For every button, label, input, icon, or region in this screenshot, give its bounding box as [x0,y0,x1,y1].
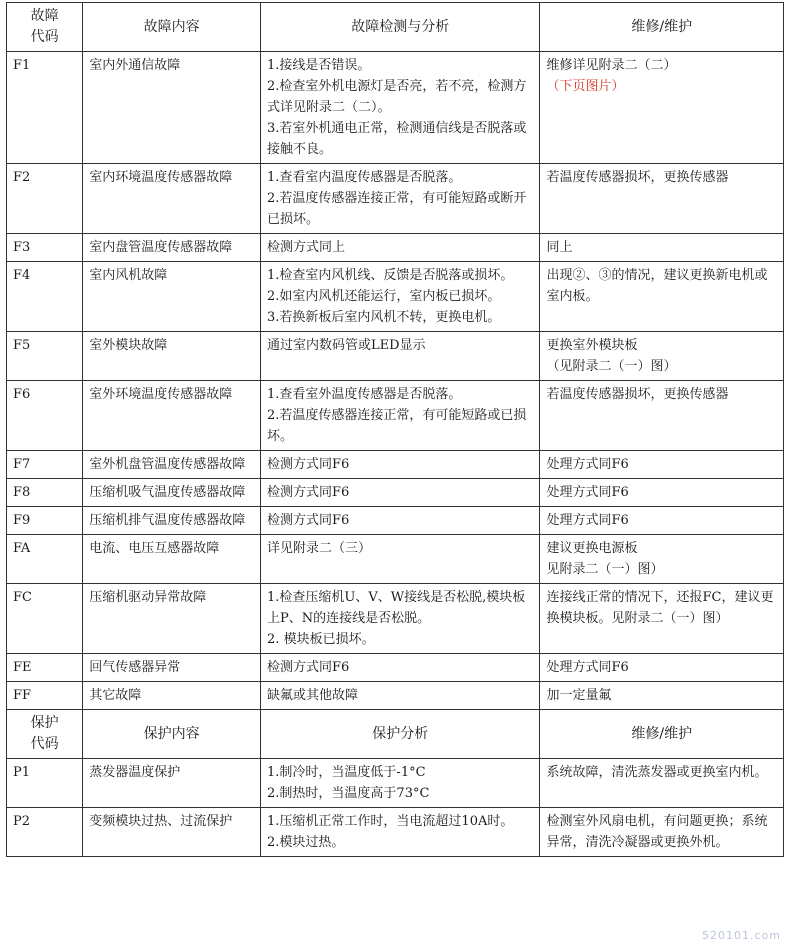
row-repair-line: 更换室外模块板 [546,338,638,353]
row-content: 室外模块故障 [83,332,261,381]
row-code: FF [7,682,83,710]
row-analysis [261,52,540,164]
table-row [7,479,784,507]
row-analysis [261,682,540,710]
table-row [7,164,784,234]
header-content: 故障内容 [83,3,261,52]
row-analysis-line: 1.压缩机正常工作时，当电流超过10A时。 [267,814,514,829]
row-content: 压缩机吸气温度传感器故障 [83,479,261,507]
row-repair-line: 同上 [546,240,573,255]
row-analysis-line: 通过室内数码管或LED显示 [267,338,426,353]
header-repair: 维修/维护 [540,710,784,759]
row-repair [540,262,784,332]
table-row [7,584,784,654]
row-analysis [261,654,540,682]
row-content: 蒸发器温度保护 [83,759,261,808]
table-row [7,759,784,808]
row-repair [540,507,784,535]
row-repair-line: 处理方式同F6 [546,457,629,472]
table-row [7,332,784,381]
row-analysis [261,759,540,808]
row-code: F5 [7,332,83,381]
table-row [7,535,784,584]
header-code: 保护 代码 [7,710,83,759]
row-content: 室内风机故障 [83,262,261,332]
header-repair: 维修/维护 [540,3,784,52]
table-row [7,808,784,857]
row-content: 室内外通信故障 [83,52,261,164]
row-content: 室外机盘管温度传感器故障 [83,451,261,479]
row-repair-line: 维修详见附录二（二） [546,58,677,73]
row-analysis-line: 2.检查室外机电源灯是否亮，若不亮，检测方式详见附录二（二）。 [267,79,527,115]
row-analysis-line: 详见附录二（三） [267,541,372,556]
row-code: F7 [7,451,83,479]
row-analysis-line: 检测方式同F6 [267,513,350,528]
row-code: P1 [7,759,83,808]
row-analysis-line: 1.检查压缩机U、V、W接线是否松脱,模块板上P、N的连接线是否松脱。 [267,590,526,626]
row-content: 室外环境温度传感器故障 [83,381,261,451]
row-code: FA [7,535,83,584]
table-row [7,654,784,682]
row-code: F3 [7,234,83,262]
row-code: F1 [7,52,83,164]
row-content: 室内环境温度传感器故障 [83,164,261,234]
row-repair-line: 若温度传感器损坏，更换传感器 [546,170,729,185]
row-code: F8 [7,479,83,507]
row-repair-line: （见附录二（一）图） [546,359,677,374]
row-repair-line: 加一定量氟 [546,688,612,703]
row-analysis-line: 2. 模块板已损坏。 [267,632,375,647]
row-analysis-line: 检测方式同F6 [267,660,350,675]
row-analysis [261,164,540,234]
table-row [7,381,784,451]
row-analysis-line: 2.若温度传感器连接正常，有可能短路或已损坏。 [267,408,527,444]
row-analysis-line: 1.制冷时，当温度低于-1°C [267,765,426,780]
row-repair [540,332,784,381]
row-analysis-line: 1.检查室内风机线、反馈是否脱落或损坏。 [267,268,514,283]
row-repair-line: 出现②、③的情况，建议更换新电机或室内板。 [546,268,768,304]
row-code: F6 [7,381,83,451]
row-repair [540,52,784,164]
row-repair-line: 见附录二（一）图） [546,562,664,577]
row-analysis-line: 1.查看室外温度传感器是否脱落。 [267,387,462,402]
row-analysis [261,262,540,332]
row-analysis-line: 3.若换新板后室内风机不转，更换电机。 [267,310,501,325]
table-row [7,682,784,710]
row-repair [540,234,784,262]
row-repair-line: 处理方式同F6 [546,485,629,500]
row-analysis-line: 缺氟或其他故障 [267,688,359,703]
row-analysis-line: 1.查看室内温度传感器是否脱落。 [267,170,462,185]
row-content: 压缩机驱动异常故障 [83,584,261,654]
row-repair [540,381,784,451]
row-analysis-line: 2.模块过热。 [267,835,345,850]
row-repair-line: 处理方式同F6 [546,513,629,528]
row-repair [540,164,784,234]
row-analysis [261,808,540,857]
row-repair-line: 处理方式同F6 [546,660,629,675]
row-analysis-line: 2.如室内风机还能运行，室内板已损坏。 [267,289,501,304]
row-analysis [261,234,540,262]
row-repair [540,479,784,507]
row-analysis [261,381,540,451]
row-content: 变频模块过热、过流保护 [83,808,261,857]
row-content: 回气传感器异常 [83,654,261,682]
row-repair [540,682,784,710]
row-analysis-line: 检测方式同F6 [267,457,350,472]
row-code: F9 [7,507,83,535]
row-code: FE [7,654,83,682]
header-content: 保护内容 [83,710,261,759]
row-analysis-line: 2.制热时，当温度高于73°C [267,786,430,801]
table-row [7,262,784,332]
row-analysis [261,535,540,584]
row-repair [540,535,784,584]
row-analysis [261,507,540,535]
row-repair [540,654,784,682]
row-analysis [261,479,540,507]
row-content: 室内盘管温度传感器故障 [83,234,261,262]
row-content: 其它故障 [83,682,261,710]
watermark: 520101.com [702,929,781,942]
row-repair-line: 连接线正常的情况下，还报FC，建议更换模块板。见附录二（一）图） [546,590,774,626]
row-analysis-line: 2.若温度传感器连接正常，有可能短路或断开已损坏。 [267,191,527,227]
table-row [7,507,784,535]
repair-note: （下页图片） [546,79,625,94]
row-analysis-line: 检测方式同上 [267,240,346,255]
row-analysis-line: 检测方式同F6 [267,485,350,500]
header-analysis: 故障检测与分析 [261,3,540,52]
row-repair [540,451,784,479]
table-row [7,234,784,262]
row-repair [540,808,784,857]
table-row [7,52,784,164]
row-content: 电流、电压互感器故障 [83,535,261,584]
row-code: F2 [7,164,83,234]
row-code: FC [7,584,83,654]
row-analysis-line: 3.若室外机通电正常，检测通信线是否脱落或接触不良。 [267,121,527,157]
row-analysis [261,451,540,479]
protect-header-row [7,710,784,759]
row-repair-line: 系统故障，清洗蒸发器或更换室内机。 [546,765,768,780]
row-content: 压缩机排气温度传感器故障 [83,507,261,535]
row-analysis-line: 1.接线是否错误。 [267,58,371,73]
row-repair-line: 检测室外风扇电机，有问题更换；系统异常，清洗冷凝器或更换外机。 [546,814,768,850]
row-repair-line: 若温度传感器损坏，更换传感器 [546,387,729,402]
header-code: 故障 代码 [7,3,83,52]
row-analysis [261,332,540,381]
fault-table [6,2,784,857]
header-analysis: 保护分析 [261,710,540,759]
row-repair [540,584,784,654]
row-analysis [261,584,540,654]
fault-header-row [7,3,784,52]
row-code: F4 [7,262,83,332]
row-repair-line: 建议更换电源板 [546,541,638,556]
table-row [7,451,784,479]
row-repair [540,759,784,808]
row-code: P2 [7,808,83,857]
